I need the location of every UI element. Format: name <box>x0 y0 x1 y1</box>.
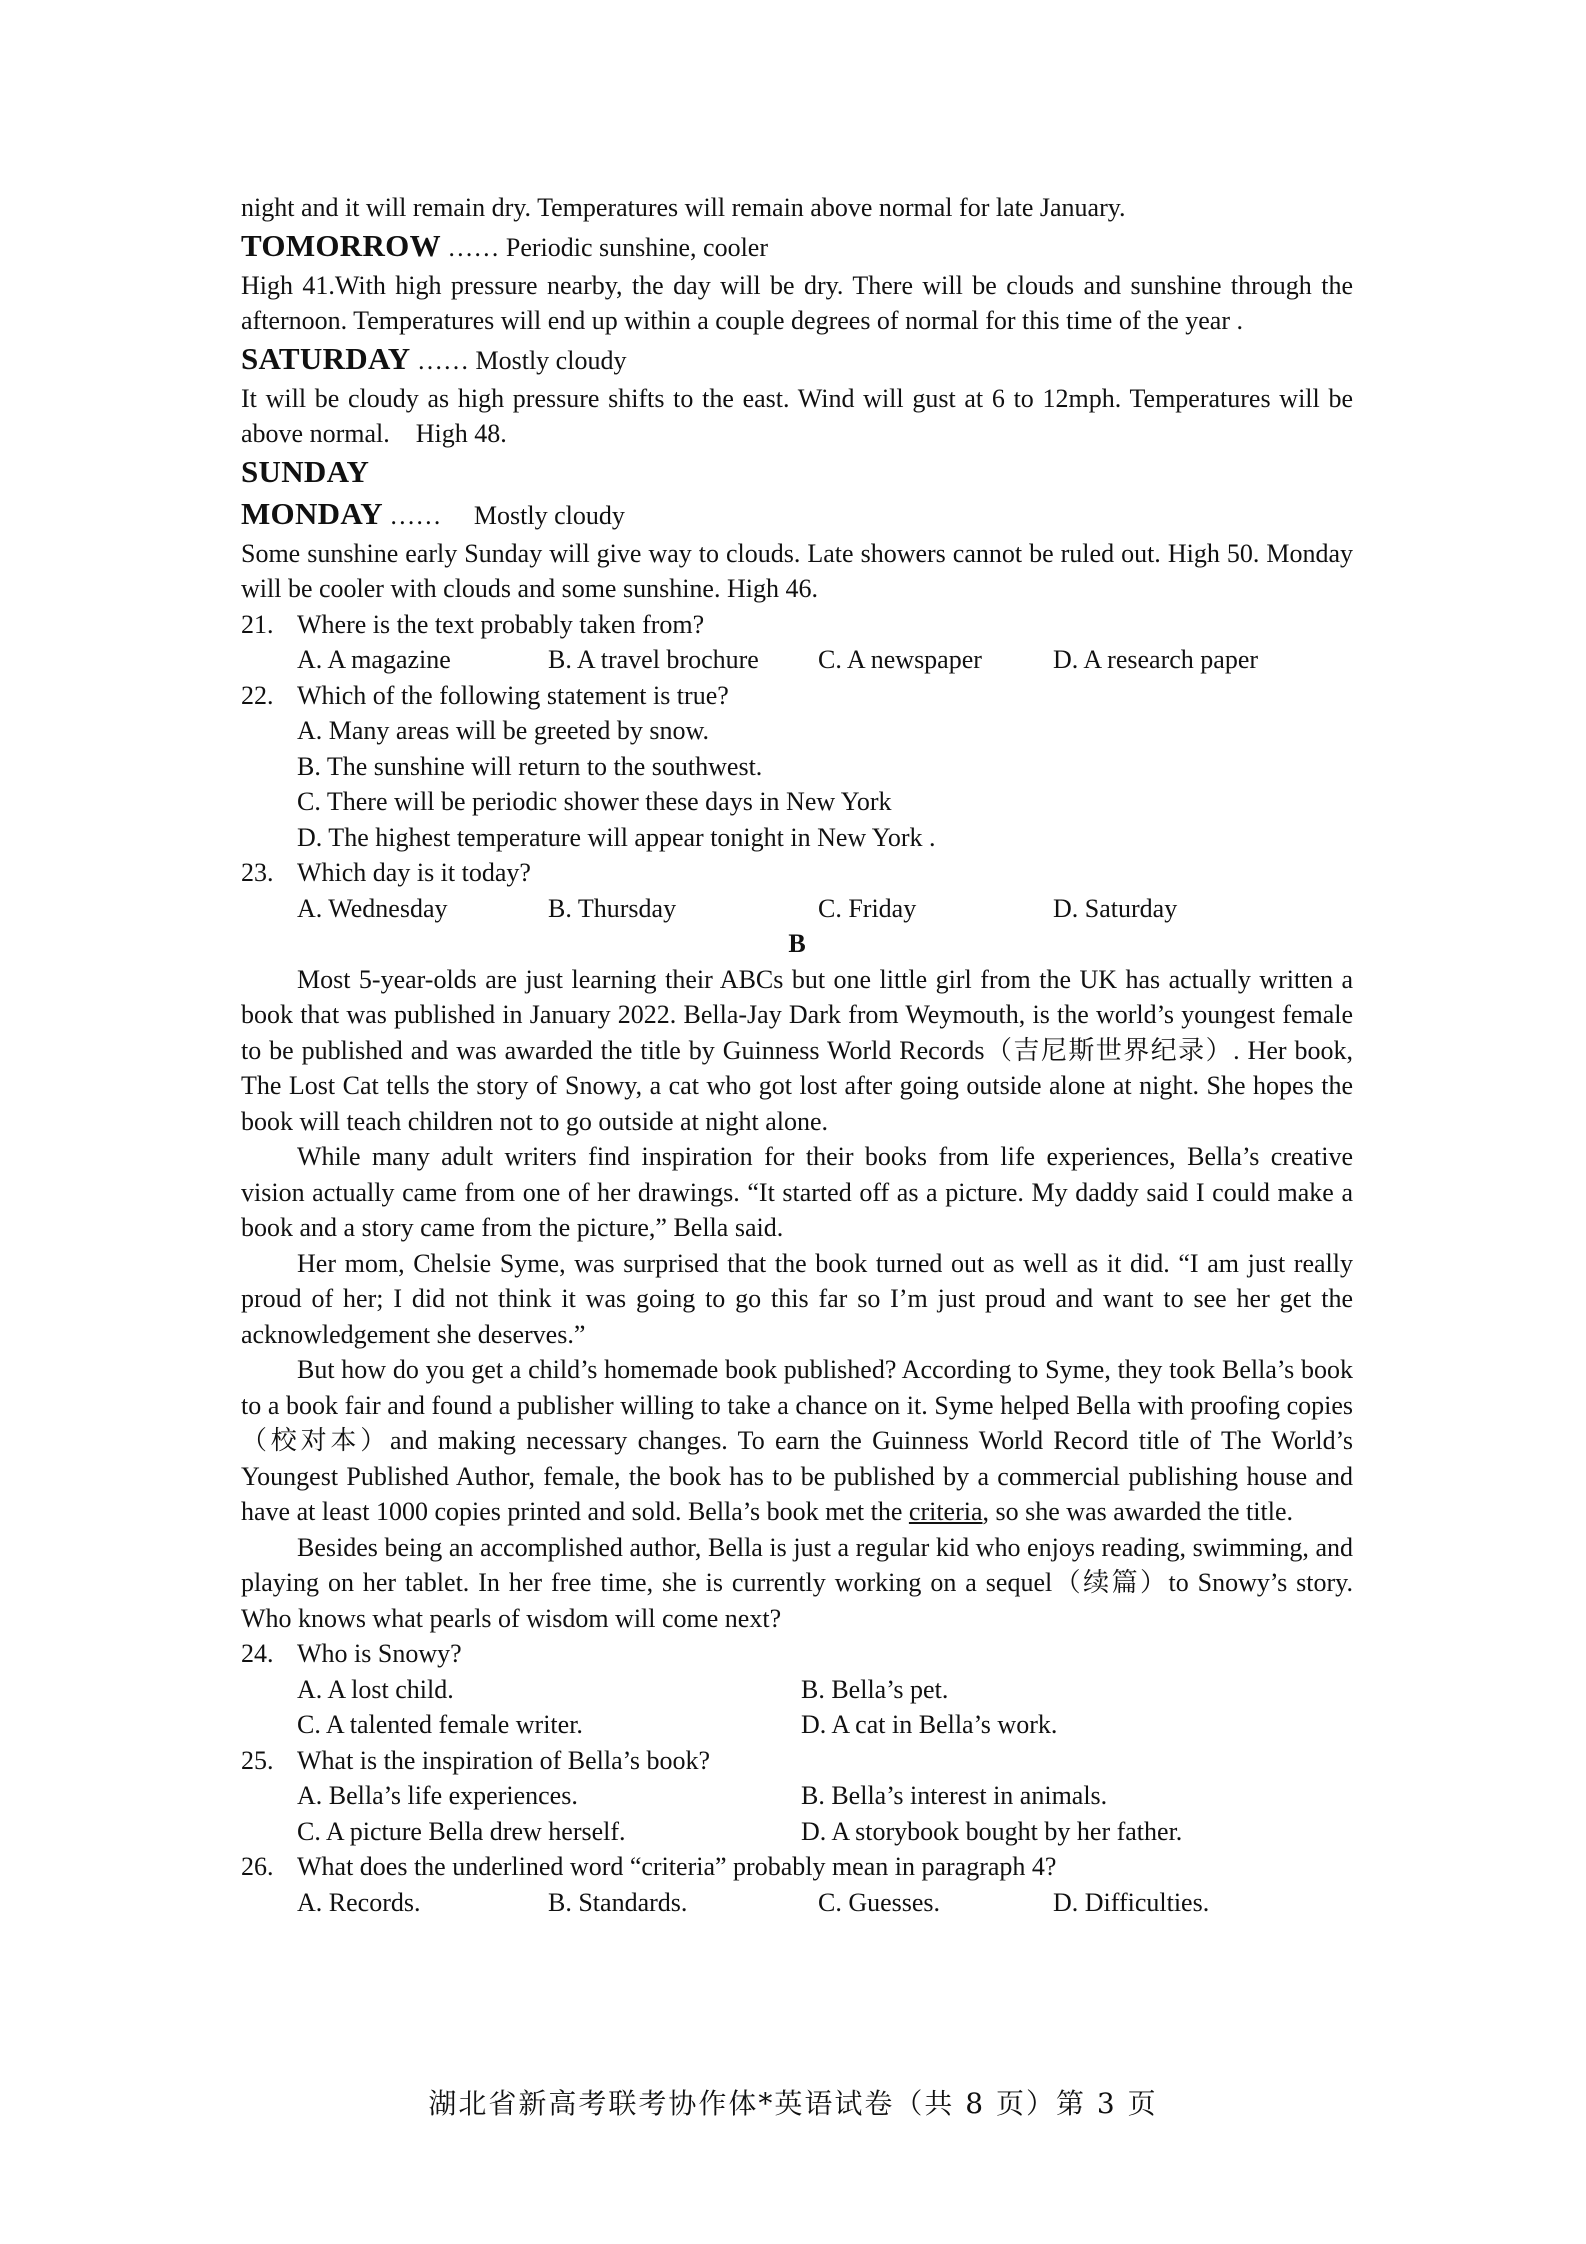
day-name-tomorrow: TOMORROW <box>241 227 441 263</box>
tomorrow-forecast: High 41.With high pressure nearby, the day will be dry. There will be clouds and sunshine through the afternoon. Temperatures will end up within a couple degrees of normal for this time of the year . <box>241 270 1353 335</box>
question-number: 24. <box>241 1639 274 1668</box>
sunday-heading <box>241 452 1353 494</box>
question-text: What is the inspiration of Bella’s book? <box>297 1745 711 1775</box>
option-d[interactable]: D. A storybook bought by her father. <box>801 1816 1183 1846</box>
passage-paragraph-4 <box>241 1352 1353 1530</box>
day-summary: Mostly cloudy <box>473 500 625 530</box>
passage-paragraph-1: Most 5-year-olds are just learning their ABCs but one little girl from the UK has actually written a book that was published in January 2022. Bella-Jay Dark from Weymouth, is the world’s youngest female to be published and was awarded the title by Guinness World Records（吉尼斯世界纪录）. Her book, The Lost Cat tells the story of Snowy, a cat who got lost after going outside alone at night. She hopes the book will teach children not to go outside at night alone. <box>241 964 1353 1136</box>
option-c[interactable]: C. A newspaper <box>818 645 982 674</box>
question-23 <box>241 855 1353 891</box>
option-b[interactable]: B. Bella’s interest in animals. <box>801 1781 1108 1810</box>
option-d[interactable]: D. A cat in Bella’s work. <box>801 1710 1058 1739</box>
question-number: 25. <box>241 1745 274 1775</box>
option-c[interactable]: C. Guesses. <box>818 1887 941 1917</box>
dots: …… <box>410 345 476 375</box>
day-name-sunday: SUNDAY <box>241 453 370 489</box>
day-summary: Periodic sunshine, cooler <box>505 232 768 262</box>
question-25 <box>241 1743 1353 1779</box>
option-b[interactable]: B. A travel brochure <box>548 645 759 674</box>
page-content <box>241 190 1360 1920</box>
question-25-options-row-2 <box>241 1814 1353 1850</box>
question-24-options-row-1 <box>241 1672 1353 1708</box>
question-25-options-row-1 <box>241 1778 1353 1814</box>
option-b[interactable]: B. The sunshine will return to the southwest. <box>297 751 763 781</box>
paragraph-text: , so she was awarded the title. <box>982 1497 1293 1526</box>
paragraph-text: But how do you get a child’s homemade book published? According to Syme, they took Bella’s book to a book fair and found a publisher willing to take a chance on it. Syme helped Bella with proofing copies（校对本）and making necessary changes. To earn the Guinness World Record title of The World’s Youngest Published Author, female, the book has to be published by a commercial publishing house and have at least 1000 copies printed and sold. Bella’s book met the <box>241 1355 1353 1526</box>
underlined-word: criteria <box>908 1497 983 1526</box>
saturday-forecast: It will be cloudy as high pressure shifts to the east. Wind will gust at 6 to 12mph. Temperatures will be above normal. High 48. <box>241 383 1360 448</box>
sunday-monday-forecast: Some sunshine early Sunday will give way to clouds. Late showers cannot be ruled out. High 50. Monday will be cooler with clouds and some sunshine. High 46. <box>241 538 1353 603</box>
question-number: 21. <box>241 609 274 639</box>
question-text: What does the underlined word “criteria” probably mean in paragraph 4? <box>297 1852 1057 1881</box>
question-text: Who is Snowy? <box>297 1639 462 1668</box>
option-b[interactable]: B. Thursday <box>548 893 677 923</box>
day-summary: Mostly cloudy <box>475 345 627 375</box>
page-footer: 湖北省新高考联考协作体*英语试卷（共 8 页）第 3 页 <box>428 2087 1158 2120</box>
question-22 <box>241 678 1353 714</box>
question-24-options-row-2 <box>241 1707 1353 1743</box>
option-d[interactable]: D. Difficulties. <box>1053 1887 1210 1917</box>
option-d[interactable]: D. The highest temperature will appear tonight in New York . <box>297 822 936 852</box>
option-b[interactable]: B. Bella’s pet. <box>801 1674 949 1704</box>
question-24 <box>241 1636 1353 1672</box>
option-a[interactable]: A. A magazine <box>297 645 451 674</box>
option-a[interactable]: A. Records. <box>297 1887 421 1917</box>
option-c[interactable]: C. Friday <box>818 893 917 923</box>
section-b-title: B <box>788 929 806 958</box>
question-26 <box>241 1849 1353 1885</box>
passage-paragraph-2: While many adult writers find inspiration for their books from life experiences, Bella’s creative vision actually came from one of her drawings. “It started off as a picture. My daddy said I could make a book and a story came from the picture,” Bella said. <box>241 1142 1353 1242</box>
passage-paragraph-3: Her mom, Chelsie Syme, was surprised that the book turned out as well as it did. “I am just really proud of her; I did not think it was going to go this far so I’m just proud and want to see her get the acknowledgement she deserves.” <box>241 1248 1353 1349</box>
passage-paragraph-5: Besides being an accomplished author, Bella is just a regular kid who enjoys reading, swimming, and playing on her tablet. In her free time, she is currently working on a sequel（续篇）to Snowy’s story. Who knows what pearls of wisdom will come next? <box>241 1532 1353 1633</box>
option-a[interactable]: A. A lost child. <box>297 1674 454 1704</box>
option-c[interactable]: C. A picture Bella drew herself. <box>297 1816 626 1846</box>
weather-intro-line: night and it will remain dry. Temperatures will remain above normal for late January. <box>241 193 1126 222</box>
option-a[interactable]: A. Many areas will be greeted by snow. <box>297 716 710 745</box>
question-number: 26. <box>241 1852 274 1881</box>
question-text: Which day is it today? <box>297 858 531 887</box>
dots: …… <box>440 232 506 262</box>
question-26-options <box>241 1885 1353 1921</box>
option-b[interactable]: B. Standards. <box>548 1887 688 1917</box>
day-name-saturday: SATURDAY <box>241 340 411 376</box>
question-21-options <box>241 642 1353 678</box>
option-a[interactable]: A. Bella’s life experiences. <box>297 1781 578 1810</box>
question-text: Where is the text probably taken from? <box>297 609 705 639</box>
option-d[interactable]: D. Saturday <box>1053 893 1178 923</box>
saturday-heading <box>241 339 1353 381</box>
question-23-options <box>241 891 1353 927</box>
question-text: Which of the following statement is true? <box>297 680 729 710</box>
question-21 <box>241 607 1353 643</box>
dots: …… <box>382 500 474 530</box>
option-d[interactable]: D. A research paper <box>1053 645 1259 674</box>
option-a[interactable]: A. Wednesday <box>297 893 448 923</box>
question-number: 22. <box>241 680 274 710</box>
monday-heading <box>241 494 1353 536</box>
question-number: 23. <box>241 858 274 887</box>
day-name-monday: MONDAY <box>241 495 383 531</box>
option-c[interactable]: C. There will be periodic shower these days in New York <box>297 787 892 816</box>
option-c[interactable]: C. A talented female writer. <box>297 1710 583 1739</box>
tomorrow-heading <box>241 226 1353 268</box>
